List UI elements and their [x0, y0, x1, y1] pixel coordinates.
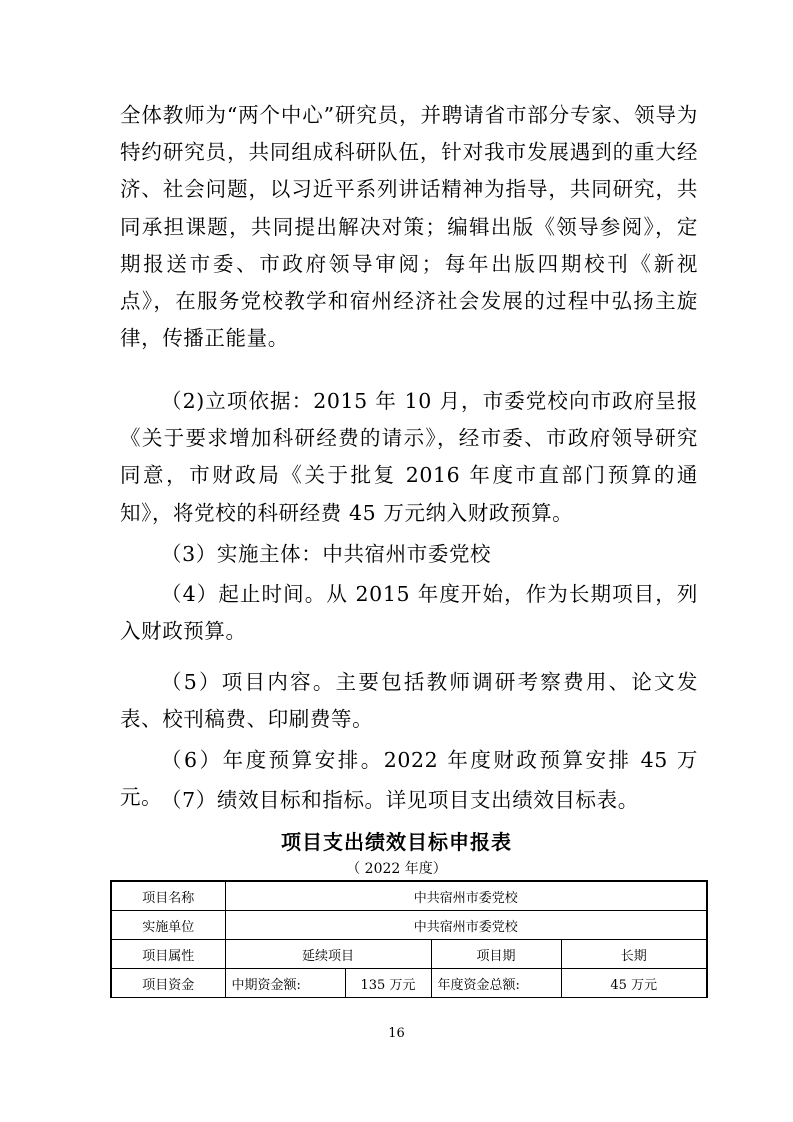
table-cell-label: 中期资金额: — [225, 969, 345, 998]
table-cell-value: 延续项目 — [225, 940, 431, 969]
table-cell-label: 年度资金总额: — [431, 969, 561, 998]
table-cell-label: 项目名称 — [111, 881, 225, 911]
body-paragraph-budget: （6）年度预算安排。2022 年度财政预算安排 45 万元。 — [120, 748, 698, 810]
table-row — [111, 911, 707, 940]
body-paragraph-period: （4）起止时间。从 2015 年度开始，作为长期项目，列入财政预算。 — [120, 582, 698, 644]
table-row — [111, 969, 707, 998]
table-cell-value: 中共宿州市委党校 — [225, 881, 707, 911]
body-paragraph-subject: （3）实施主体：中共宿州市委党校 — [161, 542, 492, 566]
table-cell-value: 中共宿州市委党校 — [225, 911, 707, 940]
body-paragraph-targets: （7）绩效目标和指标。详见项目支出绩效目标表。 — [161, 788, 639, 812]
body-paragraph-1: 全体教师为“两个中心”研究员，并聘请省市部分专家、领导为特约研究员，共同组成科研队伍，针对我市发展遇到的重大经济、社会问题，以习近平系列讲话精神为指导，共同研究，共同承担课题，共同提出解决对策；编辑出版《领导参阅》，定期报送市委、市政府领导审阅；每年出版四期校刊《新视点》，在服务党校教学和宿州经济社会发展的过程中弘扬主旋律，传播正能量。 — [120, 103, 698, 351]
table-cell-label: 项目期 — [431, 940, 561, 969]
table-cell-value: 135 万元 — [345, 969, 431, 998]
table-cell-value: 45 万元 — [561, 969, 707, 998]
body-paragraph-basis: （2)立项依据：2015 年 10 月，市委党校向市政府呈报《关于要求增加科研经费的请示》，经市委、市政府领导研究同意，市财政局《关于批复 2016 年度市直部门预算的通知》，将党校的科研经费 45 万元纳入财政预算。 — [120, 389, 698, 525]
performance-target-table — [110, 880, 708, 998]
table-row — [111, 881, 707, 911]
table-cell-label: 项目资金 — [111, 969, 225, 998]
table-title: 项目支出绩效目标申报表 — [281, 830, 512, 854]
page-number: 16 — [388, 1026, 405, 1041]
table-subtitle: （ 2022 年度） — [346, 861, 447, 877]
table-row — [111, 940, 707, 969]
table-cell-value: 长期 — [561, 940, 707, 969]
table-cell-label: 项目属性 — [111, 940, 225, 969]
body-paragraph-content: （5）项目内容。主要包括教师调研考察费用、论文发表、校刊稿费、印刷费等。 — [120, 670, 698, 732]
table-cell-label: 实施单位 — [111, 911, 225, 940]
